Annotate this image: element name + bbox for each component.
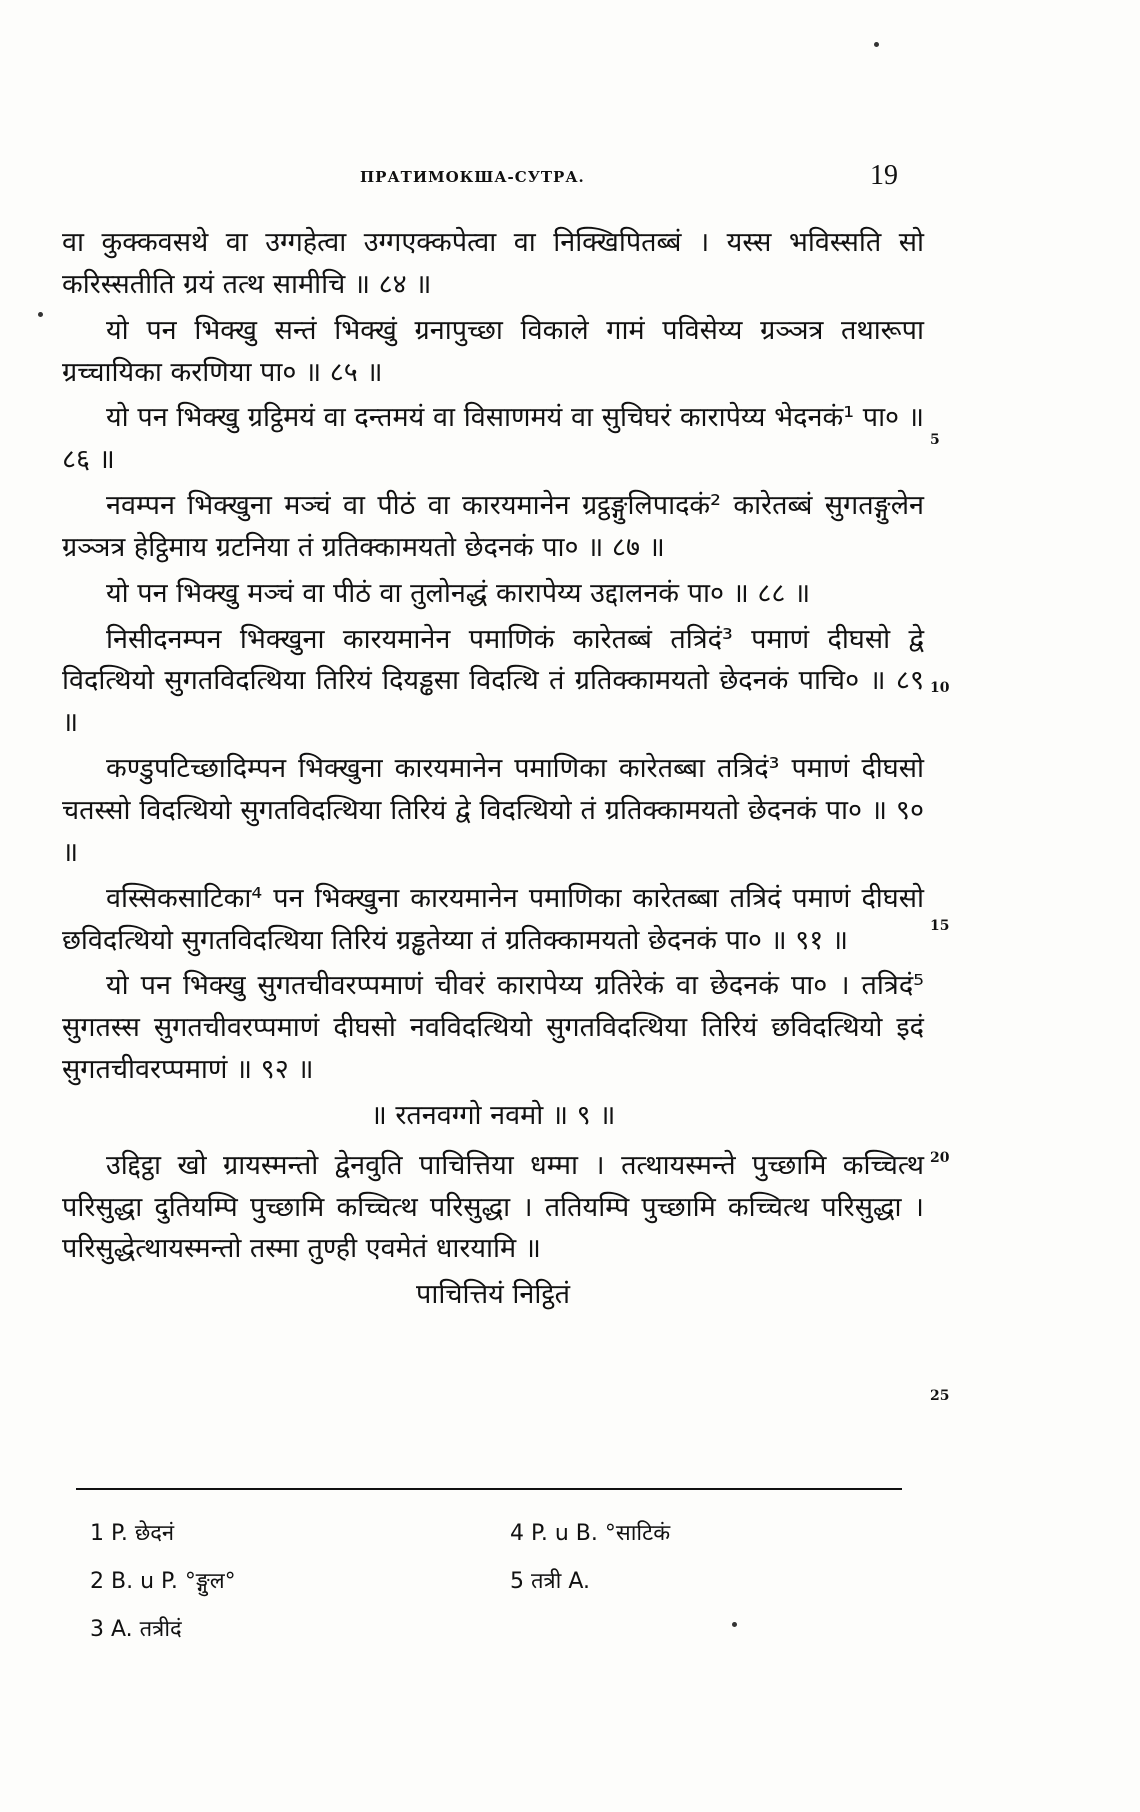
running-head: ПРАТИМОКША-СУТРА. (360, 168, 585, 186)
line-number: 25 (930, 1388, 950, 1404)
section-end-heading: ॥ रतनवग्गो नवमो ॥ ९ ॥ (370, 1099, 616, 1131)
main-text (62, 222, 924, 1324)
footnote: 5 तत्री A. (510, 1569, 591, 1594)
footnote-rule (76, 1488, 902, 1490)
paragraph: कण्डुपटिच्छादिम्पन भिक्खुना कारयमानेन पमाणिका कारेतब्बा तत्रिदं³ पमाणं दीघसो चतस्सो विदत्थियो सुगतविदत्थिया तिरियं द्वे विदत्थियो तं ग्रतिक्कामयतो छेदनकं पा० ॥ ९० ॥ (62, 753, 924, 868)
line-number: 10 (930, 680, 950, 696)
paragraph: यो पन भिक्खु सन्तं भिक्खुं ग्रनापुच्छा विकाले गामं पविसेय्य ग्रञ्ञत्र तथारूपा ग्रच्चायिका करणिया पा० ॥ ८५ ॥ (62, 314, 924, 388)
line-number: 5 (930, 432, 940, 448)
scan-speck (38, 312, 43, 317)
footnote: 1 P. छेदनं (90, 1521, 175, 1546)
paragraph: यो पन भिक्खु ग्रट्ठिमयं वा दन्तमयं वा विसाणमयं वा सुचिघरं कारापेय्य भेदनकं¹ पा० ॥ ८६ ॥ (62, 402, 924, 476)
paragraph: वा कुक्कवसथे वा उग्गहेत्वा उग्गएक्कपेत्वा वा निक्खिपितब्बं । यस्स भविस्सति सो करिस्सतीति ग्रयं तत्थ सामीचि ॥ ८४ ॥ (62, 227, 924, 300)
footnote: 3 A. तत्रीदं (90, 1617, 182, 1642)
line-number: 15 (930, 918, 950, 934)
colophon: पाचित्तियं निट्ठितं (416, 1279, 570, 1311)
paragraph: निसीदनम्पन भिक्खुना कारयमानेन पमाणिकं कारेतब्बं तत्रिदं³ पमाणं दीघसो द्वे विदत्थियो सुगतविदत्थिया तिरियं दियड्ढसा विदत्थि तं ग्रतिक्कामयतो छेदनकं पाचि० ॥ ८९ ॥ (62, 623, 924, 739)
footnote: 4 P. u B. °साटिकं (510, 1521, 671, 1546)
paragraph: यो पन भिक्खु मञ्चं वा पीठं वा तुलोनद्धं कारापेय्य उद्दालनकं पा० ॥ ८८ ॥ (106, 577, 811, 609)
closing-paragraph: उद्दिट्ठा खो ग्रायस्मन्तो द्वेनवुति पाचित्तिया धम्मा । तत्थायस्मन्ते पुच्छामि कच्चित्थ परिसुद्धा दुतियम्पि पुच्छामि कच्चित्थ परिसुद्धा । ततियम्पि पुच्छामि कच्चित्थ परिसुद्धा । परिसुद्धेत्थायस्मन्तो तस्मा तुण्ही एवमेतं धारयामि ॥ (62, 1149, 924, 1265)
paragraph: वस्सिकसाटिका⁴ पन भिक्खुना कारयमानेन पमाणिका कारेतब्बा तत्रिदं पमाणं दीघसो छविदत्थियो सुगतविदत्थिया तिरियं ग्रड्ढतेय्या तं ग्रतिक्कामयतो छेदनकं पा० ॥ ९१ ॥ (62, 882, 924, 956)
line-number: 20 (930, 1150, 950, 1166)
page-number: 19 (870, 160, 898, 191)
footnote-column-left (90, 1510, 470, 1654)
footnote-column-right (510, 1510, 890, 1606)
paragraph: नवम्पन भिक्खुना मञ्चं वा पीठं वा कारयमानेन ग्रट्ठङ्गुलिपादकं² कारेतब्बं सुगतङ्गुलेन ग्रञ्ञत्र हेट्ठिमाय ग्रटनिया तं ग्रतिक्कामयतो छेदनकं पा० ॥ ८७ ॥ (62, 490, 924, 563)
scan-speck (732, 1622, 737, 1627)
footnote: 2 B. u P. °ङ्गुल° (90, 1569, 236, 1594)
scan-speck (874, 42, 879, 47)
paragraph: यो पन भिक्खु सुगतचीवरप्पमाणं चीवरं कारापेय्य ग्रतिरेकं वा छेदनकं पा० । तत्रिदं⁵ सुगतस्स सुगतचीवरप्पमाणं दीघसो नवविदत्थियो सुगतविदत्थिया तिरियं छविदत्थियो इदं सुगतचीवरप्पमाणं ॥ ९२ ॥ (62, 970, 924, 1086)
